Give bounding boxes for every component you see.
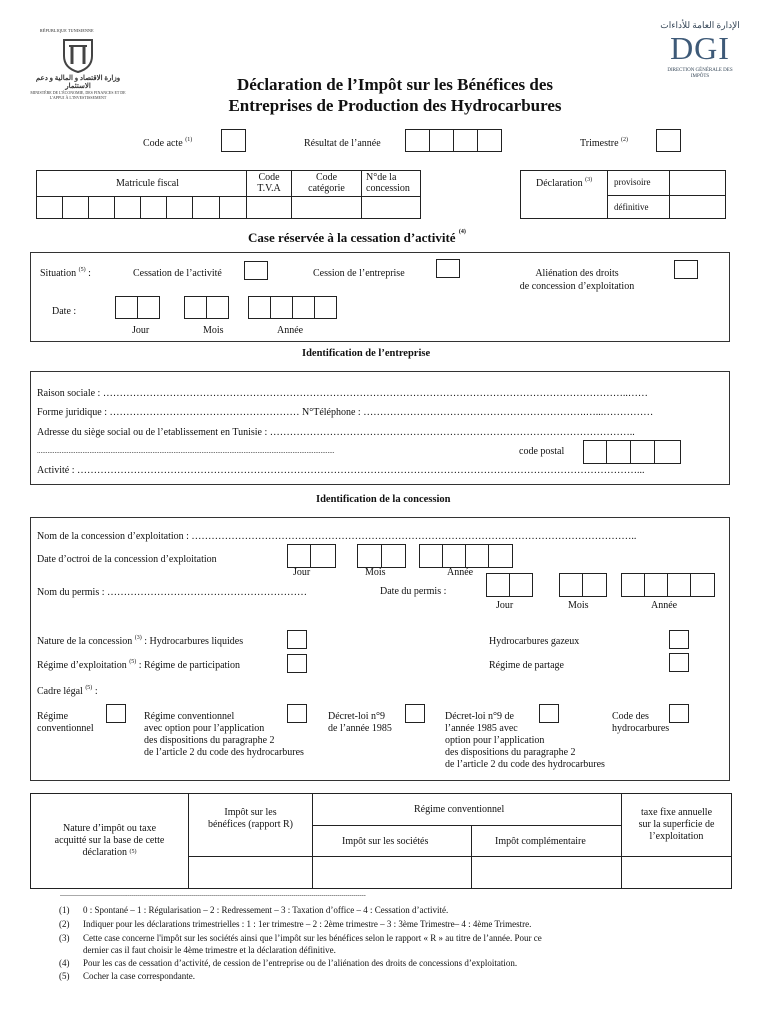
provisoire-checkbox[interactable] [669,170,726,196]
cession-option-label: Cession de l’entreprise [313,268,405,279]
impot-benefices-header: Impôt sur les bénéfices (rapport R) [208,807,293,830]
trimestre-box[interactable] [656,129,681,152]
permis-month-digit-2[interactable] [582,573,607,597]
dgi-logo [655,20,745,90]
nature-impot-label: Nature d’impôt ou taxe acquitté sur la base de cette déclaration $^{(5)}$ [54,823,165,858]
octroi-annee-label: Année [447,567,474,578]
cadre-legal-label: Cadre légal $^{(5)}$ : [37,685,98,697]
octroi-month-digit-2[interactable] [381,544,406,568]
permis-day-digit-2[interactable] [509,573,533,597]
matricule-digit[interactable] [166,196,193,219]
forme-juridique-field[interactable]: Forme juridique : ………………………………………………… N°Téléphone : ………………………………………………………….…...…………… [37,407,654,418]
resultat-year-digit-4[interactable] [477,129,502,152]
declaration-type-table [520,170,726,219]
code-acte-box[interactable] [221,129,246,152]
code-postal-digit-2[interactable] [606,440,631,464]
octroi-year-digit-1[interactable] [419,544,443,568]
matricule-digit[interactable] [219,196,247,219]
cessation-jour-label: Jour [132,325,150,336]
num-concession-input[interactable] [361,196,421,219]
permis-year-digit-4[interactable] [690,573,715,597]
cadre-regime-option-checkbox[interactable] [287,704,307,723]
matricule-digit[interactable] [192,196,220,219]
provisoire-label: provisoire [614,177,651,187]
cessation-day-digit-1[interactable] [115,296,138,319]
impot-complementaire-header: Impôt complémentaire [495,836,586,847]
code-categorie-label: Code catégorie [308,172,345,194]
code-postal-digit-4[interactable] [654,440,681,464]
impot-complementaire-checkbox[interactable] [471,856,622,889]
dgi-acronym: DGI [670,30,730,66]
taxe-fixe-header: taxe fixe annuelle sur la superficie de l’exploitation [638,807,715,842]
cessation-month-digit-1[interactable] [184,296,207,319]
cadre-decret-option-label: Décret-loi n°9 de l’année 1985 avec option pour l’application des dispositions du paragraphe 2 de l’article 2 du code des hydrocarbures [445,711,605,770]
ministry-arabic-name: وزارة الاقتصاد و المالية و دعم الاستثمار [35,74,121,90]
cession-checkbox[interactable] [436,259,460,278]
note-1-number: (1) [59,905,70,915]
matricule-digit[interactable] [36,196,63,219]
alienation-option-label: Aliénation des droits de concession d’exploitation [519,268,635,292]
impot-societes-header: Impôt sur les sociétés [342,836,429,847]
permis-year-digit-2[interactable] [644,573,668,597]
cadre-regime-conventionnel-checkbox[interactable] [106,704,126,723]
concession-title: Identification de la concession [316,494,451,505]
regime-partage-checkbox[interactable] [669,653,689,672]
hydro-gazeux-label: Hydrocarbures gazeux [489,636,580,647]
regime-conventionnel-header: Régime conventionnel [414,804,505,815]
note-4: Pour les cas de cessation d’activité, de cession de l’entreprise ou de l’aliénation des droits de concessions d’exploitation. [83,958,518,968]
cessation-year-digit-3[interactable] [292,296,315,319]
octroi-day-digit-2[interactable] [310,544,336,568]
matricule-digit[interactable] [114,196,141,219]
notes-separator: --------------------------------------------------------------------------------------------------------------------------------------------------------- [60,893,366,899]
note-3-number: (3) [59,933,70,943]
resultat-label: Résultat de l’année [304,138,381,149]
hydro-liquides-checkbox[interactable] [287,630,307,649]
cadre-decret-option-checkbox[interactable] [539,704,559,723]
cadre-regime-conventionnel-label: Régime conventionnel [37,711,94,734]
note-5: Cocher la case correspondante. [83,971,195,981]
matricule-table [36,170,421,219]
adresse-field[interactable]: Adresse du siège social ou de l’etablissement en Tunisie : ……………………………………………………………………………………………….. [37,427,635,438]
cessation-option-label: Cessation de l’activité [133,268,222,279]
matricule-digit[interactable] [62,196,89,219]
cessation-checkbox[interactable] [244,261,268,280]
ministry-logo [28,18,128,103]
form-title-line1: Déclaration de l’Impôt sur les Bénéfices des [236,75,554,94]
octroi-month-digit-1[interactable] [357,544,382,568]
form-title [150,74,640,116]
note-3-line2: dernier cas il faut choisir le 4ème trimestre et la déclaration définitive. [83,945,336,955]
permis-year-digit-3[interactable] [667,573,691,597]
regime-participation-checkbox[interactable] [287,654,307,673]
matricule-label: Matricule fiscal [116,178,180,189]
note-5-number: (5) [59,971,70,981]
resultat-year-digit-3[interactable] [453,129,478,152]
octroi-year-digit-3[interactable] [465,544,489,568]
cessation-annee-label: Année [277,325,304,336]
cessation-mois-label: Mois [203,325,224,336]
code-tva-input[interactable] [246,196,292,219]
permis-day-digit-1[interactable] [486,573,510,597]
cessation-year-digit-1[interactable] [248,296,271,319]
octroi-jour-label: Jour [293,567,311,578]
definitive-checkbox[interactable] [669,195,726,219]
code-postal-digit-1[interactable] [583,440,607,464]
dgi-arabic-name: الإدارة العامة للأداءات [660,20,740,30]
octroi-year-digit-4[interactable] [488,544,513,568]
code-postal-digit-3[interactable] [630,440,655,464]
matricule-digit[interactable] [88,196,115,219]
ministry-french-name: MINISTÈRE DE L'ÉCONOMIE, DES FINANCES ET DE L'APPUI À L'INVESTISSEMENT [30,90,126,100]
concession-nom-field[interactable]: Nom de la concession d’exploitation : …………………………………………………………………………………………………………………….. [37,531,637,542]
cadre-regime-option-label: Régime conventionnel avec option pour l’application des dispositions du paragraphe 2 de l’article 2 du code des hydrocarbures [144,711,304,758]
adresse-continuation-field[interactable]: .......................................................................................................................................................................... [37,447,335,455]
note-2: Indiquer pour les déclarations trimestrielles : 1 : 1er trimestre – 2 : 2ème trimestre – 3 : 3ème Trimestre– 4 : 4ème Trimestre. [83,919,532,929]
nature-concession-label: Nature de la concession $^{(3)}$ : Hydrocarbures liquides [37,635,244,647]
cessation-year-digit-2[interactable] [270,296,293,319]
permis-month-digit-1[interactable] [559,573,583,597]
resultat-year-digit-2[interactable] [429,129,454,152]
octroi-year-digit-2[interactable] [442,544,466,568]
note-4-number: (4) [59,958,70,968]
cadre-code-hydro-checkbox[interactable] [669,704,689,723]
cadre-code-hydro-label: Code des hydrocarbures [612,711,670,734]
impot-benefices-checkbox[interactable] [188,856,313,889]
matricule-digit[interactable] [140,196,167,219]
note-1: 0 : Spontané – 1 : Régularisation – 2 : Redressement – 3 : Taxation d’office – 4 : Cessation d’activité. [83,905,449,915]
republic-label: RÉPUBLIQUE TUNISIENNE [40,28,94,33]
cadre-decret-label: Décret-loi n°9 de l’année 1985 [328,711,392,734]
activite-field[interactable]: Activité : ……………………………………………………………………………………………………………………………………………………... [37,465,645,476]
hydro-gazeux-checkbox[interactable] [669,630,689,649]
num-concession-label: N°de la concession [366,172,410,194]
regime-partage-label: Régime de partage [489,660,564,671]
cessation-year-digit-4[interactable] [314,296,337,319]
cessation-month-digit-2[interactable] [206,296,229,319]
impot-societes-checkbox[interactable] [312,856,472,889]
ministry-emblem-icon [60,36,96,74]
tax-type-table [30,793,732,889]
octroi-mois-label: Mois [365,567,386,578]
date-permis-label: Date du permis : [380,586,447,597]
trimestre-label: Trimestre $^{(2)}$ [580,137,629,149]
definitive-label: définitive [614,202,649,212]
form-title-line2: Entreprises de Production des Hydrocarbures [228,96,562,115]
code-acte-label: Code acte $^{(1)}$ [143,137,193,149]
note-2-number: (2) [59,919,70,929]
alienation-checkbox[interactable] [674,260,698,279]
permis-mois-label: Mois [568,600,589,611]
code-categorie-input[interactable] [291,196,362,219]
identification-title: Identification de l’entreprise [302,348,431,359]
regime-exploitation-label: Régime d’exploitation $^{(5)}$ : Régime de participation [37,659,241,671]
cessation-date-label: Date : [52,306,77,317]
declaration-label: Déclaration $^{(3)}$ [536,177,593,189]
raison-sociale-field[interactable]: Raison sociale : …………………………………………………………………………………………………………………………………………..…… [37,388,648,399]
cadre-decret-checkbox[interactable] [405,704,425,723]
situation-label: Situation $^{(5)}$ : [40,267,91,279]
nom-permis-field[interactable]: Nom du permis : …………………………………………………… [37,587,307,598]
taxe-fixe-checkbox[interactable] [621,856,732,889]
resultat-year-digit-1[interactable] [405,129,430,152]
dgi-french-name: DIRECTION GÉNÉRALE DES IMPÔTS [667,68,733,79]
octroi-day-digit-1[interactable] [287,544,311,568]
cessation-title: Case réservée à la cessation d’activité $^{(4)}$ [248,229,466,245]
code-tva-label: Code T.V.A [257,172,281,194]
permis-jour-label: Jour [496,600,514,611]
permis-annee-label: Année [651,600,678,611]
cessation-day-digit-2[interactable] [137,296,160,319]
date-octroi-label: Date d’octroi de la concession d’exploitation [37,554,217,565]
note-3-line1: Cette case concerne l'impôt sur les sociétés ainsi que l’impôt sur les bénéfices selon le rapport « R » au titre de l’année. Pour ce [83,933,542,943]
code-postal-label: code postal [519,446,565,457]
permis-year-digit-1[interactable] [621,573,645,597]
